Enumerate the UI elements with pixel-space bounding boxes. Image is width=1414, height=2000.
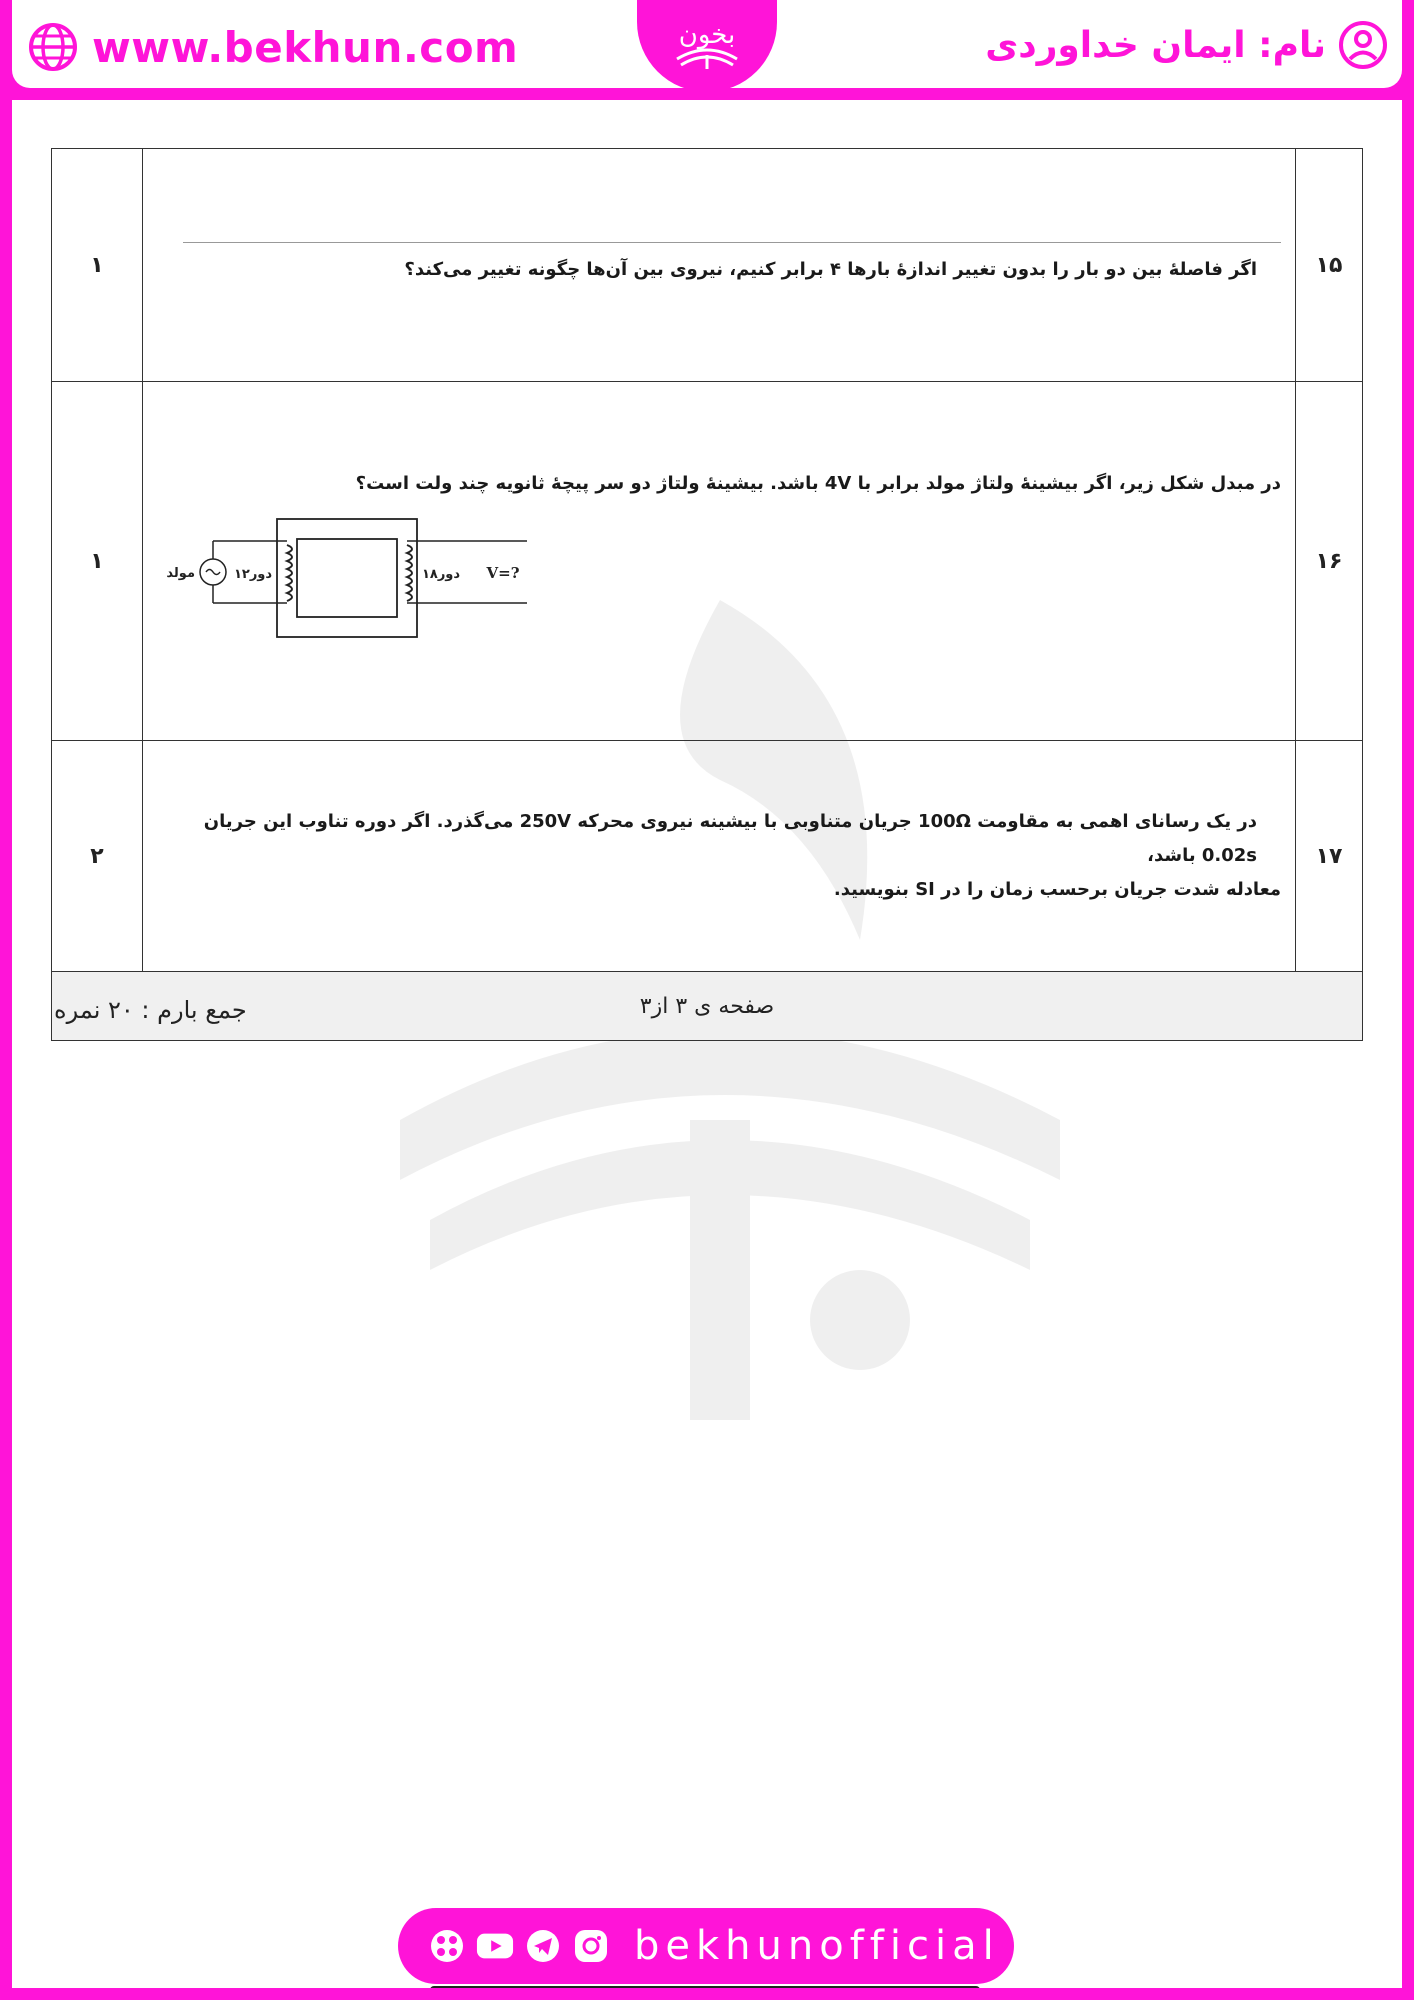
youtube-icon[interactable]: [476, 1927, 514, 1965]
question-text: در مبدل شکل زیر، اگر بیشینهٔ ولتاژ مولد برابر با 4V باشد. بیشینهٔ ولتاژ دو سر پیچهٔ ثانویه چند ولت است؟: [355, 472, 1281, 494]
brand-logo: [657, 4, 757, 88]
question-text: معادله شدت جریان برحسب زمان را در SI بنویسید.: [833, 879, 1281, 901]
student-name: [985, 20, 1388, 70]
logo-text: بخون: [678, 20, 736, 50]
source-label: مولد: [166, 566, 195, 581]
primary-turns-label: ۱۲دور: [233, 567, 273, 582]
question-score: ۲: [52, 741, 143, 972]
question-number: ۱۶: [1296, 382, 1363, 741]
globe-icon: [28, 22, 78, 72]
telegram-icon[interactable]: [524, 1927, 562, 1965]
user-icon: [1338, 20, 1388, 70]
website-link[interactable]: [28, 22, 518, 72]
secondary-turns-label: ۱۸دور: [421, 567, 461, 582]
website-text: www.bekhun.com: [92, 22, 519, 72]
divider: [183, 242, 1281, 243]
question-score: ۱: [52, 149, 143, 382]
instagram-icon[interactable]: [572, 1927, 610, 1965]
output-voltage-label: V=?: [486, 564, 520, 582]
question-text: در یک رسانای اهمی به مقاومت 100Ω جریان متناوبی با بیشینه نیروی محرکه 250V می‌گذرد. اگر دوره تناوب این جریان 0.02s باشد،: [203, 810, 1257, 866]
bottom-bar-shadow: [430, 1986, 980, 1994]
social-handle[interactable]: bekhunofficial: [634, 1923, 1000, 1969]
page-footer-row: [52, 972, 1363, 1041]
aparat-icon[interactable]: [428, 1927, 466, 1965]
student-name-text: نام: ایمان خداوردی: [985, 24, 1326, 66]
question-row: [52, 741, 1363, 972]
question-text: اگر فاصلهٔ بین دو بار را بدون تغییر اندازهٔ بارها ۴ برابر کنیم، نیروی بین آن‌ها چگونه تغییر می‌کند؟: [404, 259, 1257, 281]
book-logo-icon: [667, 11, 747, 81]
transformer-diagram: [157, 513, 577, 643]
page-number: صفحه ی ۳ از۳: [52, 972, 1363, 1041]
question-row: [52, 149, 1363, 382]
question-body: [143, 382, 1296, 741]
total-score: جمع بارم : ۲۰ نمره: [54, 996, 247, 1024]
question-number: ۱۷: [1296, 741, 1363, 972]
exam-table: [51, 148, 1363, 1041]
question-score: ۱: [52, 382, 143, 741]
question-number: ۱۵: [1296, 149, 1363, 382]
social-bar: [398, 1908, 1014, 1984]
question-body: [143, 149, 1296, 382]
question-row: [52, 382, 1363, 741]
question-body: [143, 741, 1296, 972]
